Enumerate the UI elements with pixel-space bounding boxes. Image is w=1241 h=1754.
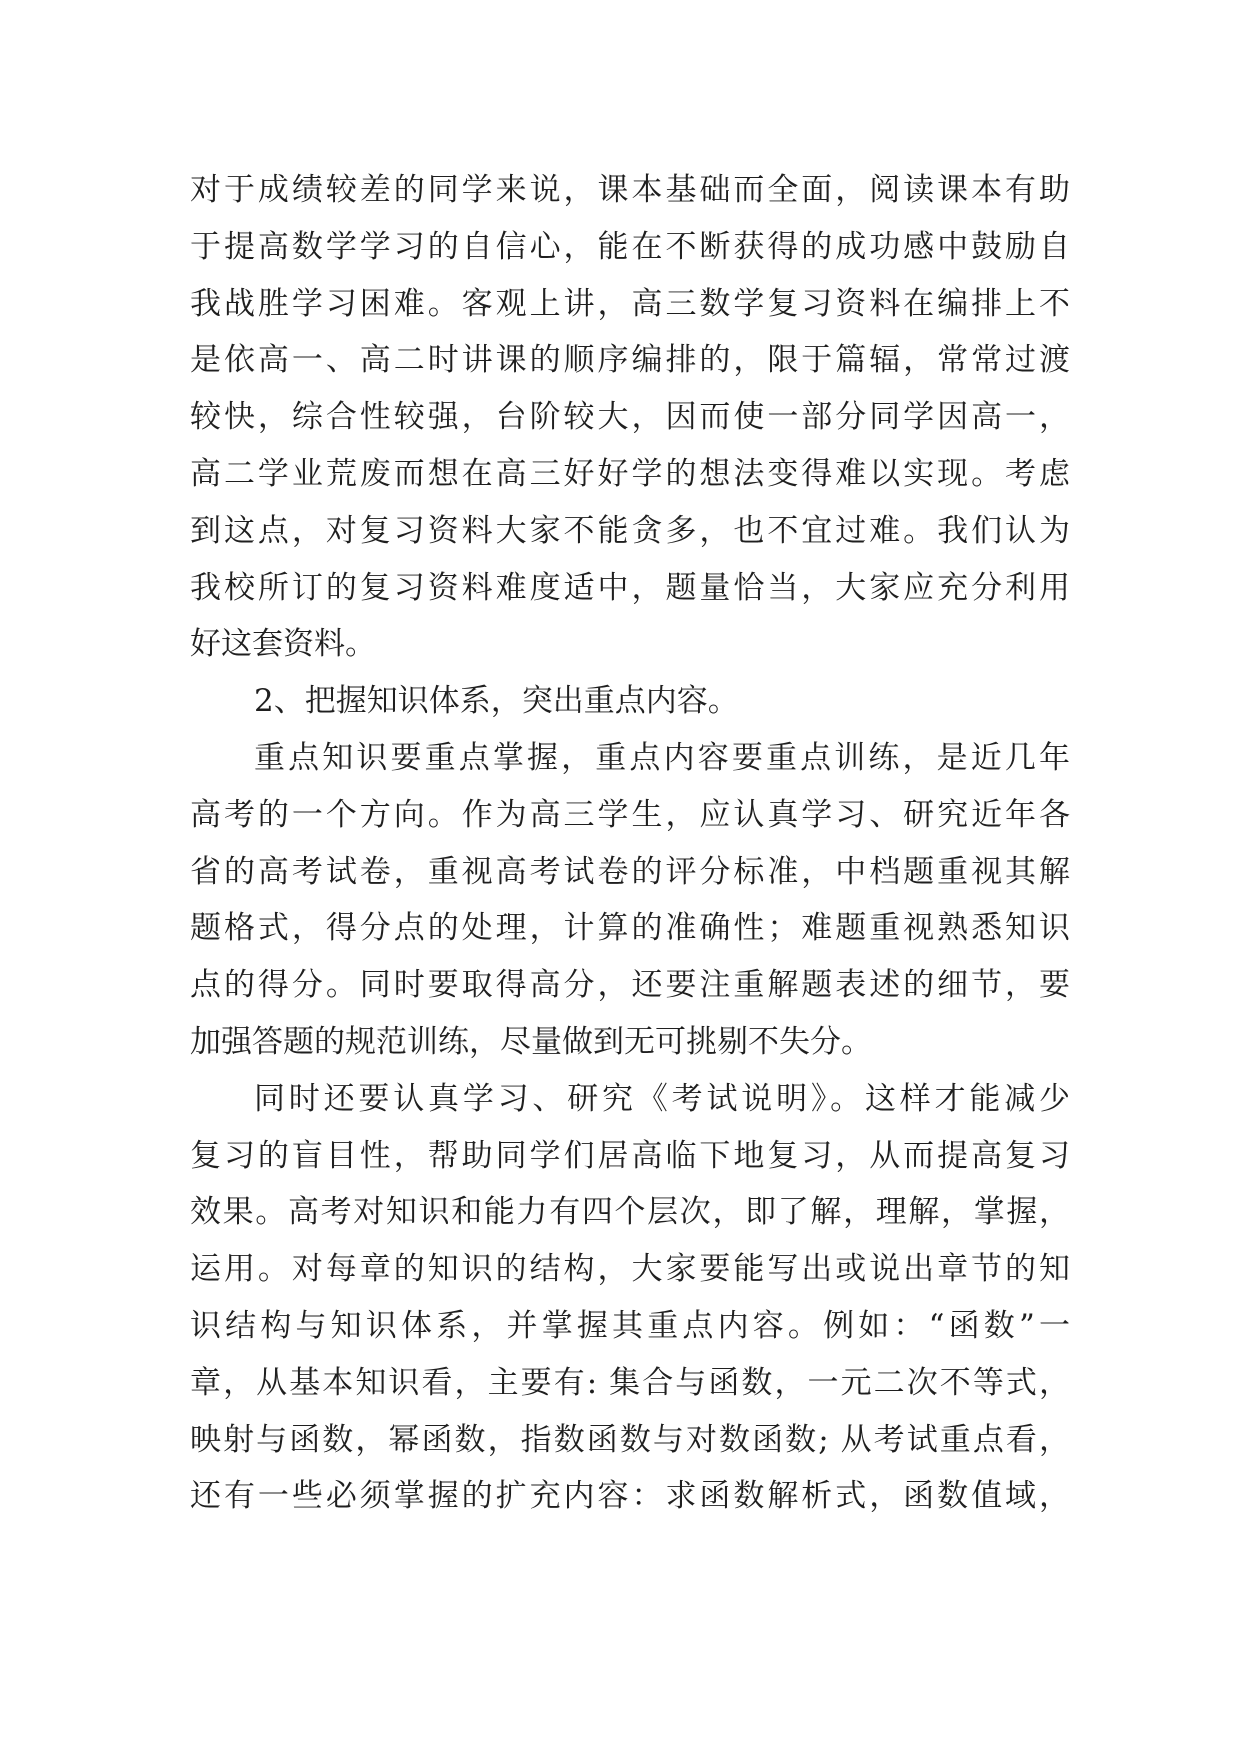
text-line: 到这点，对复习资料大家不能贪多，也不宜过难。我们认为 bbox=[190, 512, 1070, 549]
text-line: 高二学业荒废而想在高三好好学的想法变得难以实现。考虑 bbox=[190, 455, 1070, 492]
text-line: 我校所订的复习资料难度适中，题量恰当，大家应充分利用 bbox=[190, 569, 1070, 606]
text-line: 2、把握知识体系，突出重点内容。 bbox=[254, 683, 739, 720]
text-line: 运用。对每章的知识的结构，大家要能写出或说出章节的知 bbox=[190, 1251, 1070, 1288]
text-line: 题格式，得分点的处理，计算的准确性；难题重视熟悉知识 bbox=[190, 910, 1070, 947]
text-line: 加强答题的规范训练，尽量做到无可挑剔不失分。 bbox=[190, 1023, 872, 1060]
text-line: 好这套资料。 bbox=[190, 626, 376, 663]
text-line: 重点知识要重点掌握，重点内容要重点训练，是近几年 bbox=[254, 739, 1070, 776]
text-line: 效果。高考对知识和能力有四个层次，即了解，理解，掌握， bbox=[190, 1194, 1070, 1231]
text-line: 复习的盲目性，帮助同学们居高临下地复习，从而提高复习 bbox=[190, 1137, 1070, 1174]
text-line: 还有一些必须掌握的扩充内容：求函数解析式，函数值域， bbox=[190, 1478, 1070, 1515]
text-line: 对于成绩较差的同学来说，课本基础而全面，阅读课本有助 bbox=[190, 172, 1070, 208]
text-line: 省的高考试卷，重视高考试卷的评分标准，中档题重视其解 bbox=[190, 853, 1070, 890]
text-line: 同时还要认真学习、研究《考试说明》。这样才能减少 bbox=[254, 1080, 1070, 1117]
text-line: 较快，综合性较强，台阶较大，因而使一部分同学因高一， bbox=[190, 399, 1070, 436]
text-line: 章，从基本知识看，主要有: 集合与函数，一元二次不等式， bbox=[190, 1364, 1070, 1401]
text-line: 是依高一、高二时讲课的顺序编排的，限于篇辐，常常过渡 bbox=[190, 342, 1070, 379]
text-line: 高考的一个方向。作为高三学生，应认真学习、研究近年各 bbox=[190, 796, 1070, 833]
text-line: 识结构与知识体系，并掌握其重点内容。例如：“函数”一 bbox=[190, 1307, 1070, 1344]
document-body bbox=[190, 162, 1070, 1525]
text-line: 于提高数学学习的自信心，能在不断获得的成功感中鼓励自 bbox=[190, 228, 1070, 265]
text-line: 映射与函数，幂函数，指数函数与对数函数; 从考试重点看， bbox=[190, 1421, 1070, 1458]
text-line: 点的得分。同时要取得高分，还要注重解题表述的细节，要 bbox=[190, 967, 1070, 1004]
text-line: 我战胜学习困难。客观上讲，高三数学复习资料在编排上不 bbox=[190, 285, 1070, 322]
